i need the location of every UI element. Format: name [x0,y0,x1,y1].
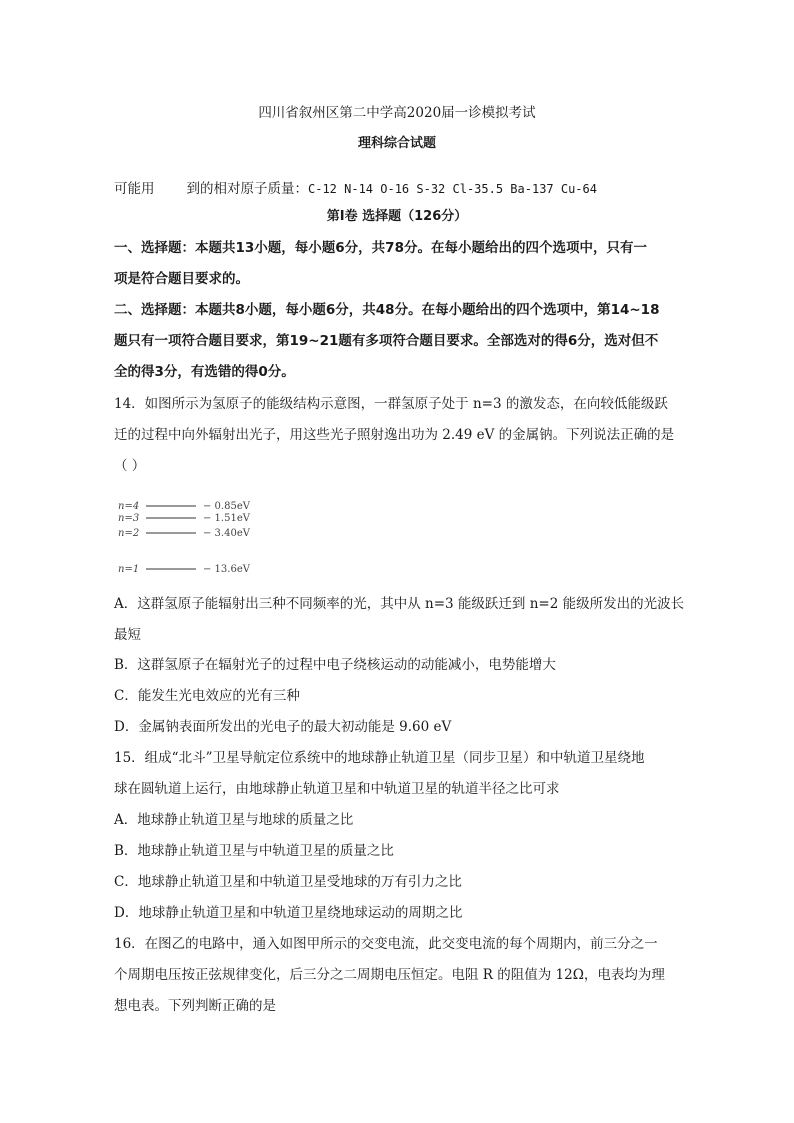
q14-option-c: C．能发生光电效应的光有三种 [114,688,300,704]
q15-option-a: A．地球静止轨道卫星与地球的质量之比 [114,812,354,828]
section-title: 第Ⅰ卷 选择题（126分） [326,209,468,224]
level-label-n2: n=2 [118,528,140,539]
q16-stem-line1: 16．在图乙的电路中，通入如图甲所示的交变电流，此交变电流的每个周期内，前三分之一 [114,936,658,952]
q15-option-d: D．地球静止轨道卫星和中轨道卫星绕地球运动的周期之比 [114,905,463,921]
level-label-n3: n=3 [118,513,140,524]
instruction-part2-line3: 全的得3分，有选错的得0分。 [114,364,295,380]
q14-option-d: D．金属钠表面所发出的光电子的最大初动能是 9.60 eV [114,719,452,735]
level-energy-n4: − 0.85eV [203,501,250,512]
q15-option-b: B．地球静止轨道卫星与中轨道卫星的质量之比 [114,843,394,859]
instruction-part1-line1: 一、选择题：本题共13小题，每小题6分，共78分。在每小题给出的四个选项中，只有一 [114,240,647,256]
q14-option-b: B．这群氢原子在辐射光子的过程中电子绕核运动的动能减小，电势能增大 [114,657,556,673]
level-energy-n1: − 13.6eV [203,564,250,575]
q16-stem-line3: 想电表。下列判断正确的是 [114,998,276,1014]
q15-stem-line2: 球在圆轨道上运行，由地球静止轨道卫星和中轨道卫星的轨道半径之比可求 [114,781,560,797]
atomic-mass-values: C-12 N-14 O-16 S-32 Cl-35.5 Ba-137 Cu-64 [308,182,597,196]
level-energy-n2: − 3.40eV [203,528,250,539]
q14-stem-line2: 迁的过程中向外辐射出光子，用这些光子照射逸出功为 2.49 eV 的金属钠。下列说法正确的是 [114,427,675,443]
atomic-mass-label-2: 到的相对原子质量： [186,181,308,197]
atomic-mass-label-1: 可能用 [114,181,155,197]
level-energy-n3: − 1.51eV [203,513,250,524]
q14-stem-line3: （ ） [114,458,146,474]
instruction-part2-line1: 二、选择题：本题共8小题，每小题6分，共48分。在每小题给出的四个选项中，第14~18 [114,302,660,318]
level-label-n4: n=4 [118,501,140,512]
energy-level-svg [118,485,268,580]
instruction-part1-line2: 项是符合题目要求的。 [114,271,249,287]
q15-stem-line1: 15．组成“北斗”卫星导航定位系统中的地球静止轨道卫星（同步卫星）和中轨道卫星绕地 [114,750,645,766]
energy-level-diagram [118,485,268,580]
exam-subject: 理科综合试题 [357,136,436,151]
level-label-n1: n=1 [118,564,140,575]
instruction-part2-line2: 题只有一项符合题目要求，第19~21题有多项符合题目要求。全部选对的得6分，选对但不 [114,333,659,349]
q14-option-a-line2: 最短 [114,627,141,643]
q14-option-a-line1: A．这群氢原子能辐射出三种不同频率的光，其中从 n=3 能级跃迁到 n=2 能级所发出的光波长 [114,596,685,612]
q15-option-c: C．地球静止轨道卫星和中轨道卫星受地球的万有引力之比 [114,874,462,890]
exam-title: 四川省叙州区第二中学高2020届一诊模拟考试 [258,105,536,121]
q14-stem-line1: 14．如图所示为氢原子的能级结构示意图，一群氢原子处于 n=3 的激发态，在向较低能级跃 [114,396,668,412]
q16-stem-line2: 个周期电压按正弦规律变化，后三分之二周期电压恒定。电阻 R 的阻值为 12Ω，电表均为理 [114,967,665,983]
atomic-mass-line [114,180,597,198]
